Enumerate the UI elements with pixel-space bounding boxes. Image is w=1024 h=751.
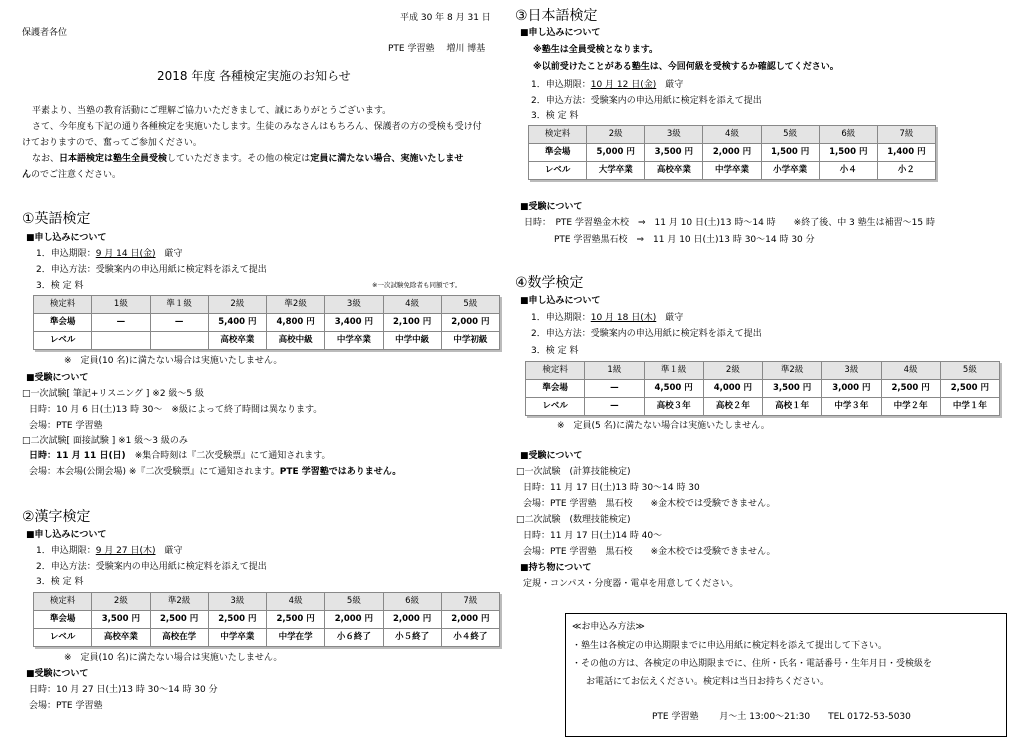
nihongo-exam-line-2: PTE 学習塾黒石校 ⇒ 11 月 10 日(土)13 時 30～14 時 30 分	[554, 235, 815, 245]
fee-cell: 3級	[208, 593, 266, 611]
application-box-footer: PTE 学習塾 月～土 13:00～21:30 TEL 0172-53-5030	[652, 712, 911, 722]
fee-row-label: 準会場	[34, 611, 92, 629]
fee-table-row-level	[529, 162, 936, 180]
eiken-fee-note: ※一次試験免除者も同額です。	[372, 281, 462, 289]
fee-cell: 小４終了	[441, 629, 499, 647]
addressee: 保護者各位	[22, 28, 68, 38]
suken-minimum-note: ※ 定員(5 名)に満たない場合は実施いたしません。	[557, 421, 770, 431]
fee-cell: 4,000 円	[703, 380, 762, 398]
second-venue-warning: PTE 学習塾ではありません。	[279, 467, 402, 477]
nihongo-apply-heading: ■申し込みについて	[520, 28, 601, 38]
fee-row-label: 検定料	[34, 593, 92, 611]
fee-cell: 小学卒業	[761, 162, 819, 180]
intro-emphasis: 定員に満たない場合、実施いたしませ	[310, 154, 464, 164]
nihongo-title: ③日本語検定	[515, 8, 598, 24]
fee-cell: 中学３年	[822, 398, 881, 416]
fee-cell: 7級	[877, 126, 935, 144]
application-box-line-3: お電話にてお伝えください。検定料は当日お持ちください。	[586, 677, 830, 687]
fee-cell: 高校在学	[150, 629, 208, 647]
fee-table-row-price	[529, 144, 936, 162]
fee-row-label: 準会場	[34, 314, 92, 332]
suken-second-date: 日時：11 月 17 日(土)14 時 40～	[523, 531, 663, 541]
fee-cell: 1,500 円	[761, 144, 819, 162]
fee-cell: 準2級	[150, 593, 208, 611]
kanken-exam-venue: 会場：PTE 学習塾	[29, 701, 103, 711]
fee-cell: —	[92, 314, 150, 332]
eiken-minimum-note: ※ 定員(10 名)に満たない場合は実施いたしません。	[64, 356, 283, 366]
nihongo-fee-label: 3．検 定 料	[531, 111, 579, 121]
eiken-first-exam: □一次試験[ 筆記+リスニング ] ※2 級～5 級	[22, 389, 205, 399]
fee-cell: 5,000 円	[587, 144, 645, 162]
fee-cell: 2,500 円	[267, 611, 325, 629]
fee-row-label: 準会場	[529, 144, 587, 162]
fee-cell: 2級	[703, 362, 762, 380]
fee-cell	[150, 332, 208, 350]
fee-cell: 5級	[940, 362, 999, 380]
suken-fee-label: 3．検 定 料	[531, 346, 579, 356]
intro-line-2: さて、今年度も下記の通り各種検定を実施いたします。生徒のみなさんはもちろん、保護者の方の受検も受け付	[32, 122, 482, 132]
fee-cell: 4級	[881, 362, 940, 380]
fee-cell: 高校中級	[267, 332, 325, 350]
nihongo-deadline	[531, 80, 683, 90]
second-venue: 会場：本会場(公開会場) ※『二次受験票』にて通知されます。	[29, 467, 280, 477]
eiken-deadline	[36, 249, 183, 259]
eiken-title: ①英語検定	[22, 211, 91, 227]
fee-row-label: レベル	[526, 398, 585, 416]
eiken-first-venue: 会場：PTE 学習塾	[29, 421, 103, 431]
suken-title: ④数学検定	[515, 275, 584, 291]
fee-table-row-level	[34, 332, 500, 350]
deadline-suffix: 厳守	[164, 249, 183, 259]
eiken-first-date: 日時：10 月 6 日(土)13 時 30～ ※級によって終了時間は異なります。	[29, 405, 323, 415]
fee-cell: 高校卒業	[92, 629, 150, 647]
fee-table-row-header	[34, 593, 500, 611]
fee-cell: 中学卒業	[208, 629, 266, 647]
deadline-date: 10 月 18 日(木)	[590, 313, 657, 323]
nihongo-exam-heading: ■受験について	[520, 202, 583, 212]
second-date: 日時：11 月 11 日(日)	[29, 451, 126, 461]
kanken-deadline	[36, 546, 183, 556]
fee-row-label: 検定料	[526, 362, 585, 380]
kanken-fee-label: 3．検 定 料	[36, 577, 84, 587]
fee-cell: 中学中級	[383, 332, 441, 350]
fee-cell: 中学卒業	[703, 162, 761, 180]
fee-cell: 高校卒業	[645, 162, 703, 180]
fee-cell: 高校卒業	[208, 332, 266, 350]
eiken-fee-table	[33, 295, 500, 350]
intro-line-4	[32, 154, 463, 164]
eiken-fee-label: 3．検 定 料	[36, 281, 84, 291]
fee-cell: 7級	[441, 593, 499, 611]
fee-cell: 準１級	[150, 296, 208, 314]
issue-date: 平成 30 年 8 月 31 日	[400, 13, 491, 23]
intro-line-3: けておりますので、奮ってご参加ください。	[22, 138, 202, 148]
fee-table-row-header	[526, 362, 1000, 380]
fee-cell: 1,500 円	[819, 144, 877, 162]
fee-row-label: 検定料	[34, 296, 92, 314]
deadline-suffix: 厳守	[164, 546, 183, 556]
fee-cell: 4級	[703, 126, 761, 144]
fee-table-row-header	[529, 126, 936, 144]
suken-items-heading: ■持ち物について	[520, 563, 592, 573]
fee-cell: 6級	[819, 126, 877, 144]
fee-row-label: レベル	[34, 332, 92, 350]
nihongo-fee-table	[528, 125, 936, 180]
intro-line-5	[22, 170, 121, 180]
kanken-method: 2．申込方法：受験案内の申込用紙に検定料を添えて提出	[36, 562, 267, 572]
intro-text: なお、	[32, 154, 60, 164]
suken-fee-table	[525, 361, 1000, 416]
fee-cell: 3級	[822, 362, 881, 380]
fee-cell: 1級	[585, 362, 644, 380]
fee-cell: 3,400 円	[325, 314, 383, 332]
fee-cell: 5級	[761, 126, 819, 144]
intro-line-1: 平素より、当塾の教育活動にご理解ご協力いただきまして、誠にありがとうございます。	[32, 106, 392, 116]
second-date-note: ※集合時刻は『二次受験票』にて通知されます。	[134, 451, 331, 461]
fee-table-row-price	[526, 380, 1000, 398]
eiken-second-exam: □二次試験[ 面接試験 ] ※1 級～3 級のみ	[22, 436, 188, 446]
deadline-date: 10 月 12 日(金)	[590, 80, 657, 90]
deadline-suffix: 厳守	[665, 80, 684, 90]
intro-emphasis: ん	[22, 170, 32, 180]
fee-cell: 小２	[877, 162, 935, 180]
suken-exam-heading: ■受験について	[520, 451, 583, 461]
nihongo-method: 2．申込方法：受験案内の申込用紙に検定料を添えて提出	[531, 96, 762, 106]
fee-row-label: 準会場	[526, 380, 585, 398]
fee-cell: 高校１年	[763, 398, 822, 416]
fee-cell: —	[585, 398, 644, 416]
fee-cell: 4級	[267, 593, 325, 611]
fee-cell: 中学２年	[881, 398, 940, 416]
fee-table-row-price	[34, 611, 500, 629]
deadline-label: 1．申込期限：	[36, 249, 96, 259]
fee-cell: 1級	[92, 296, 150, 314]
eiken-method: 2．申込方法：受験案内の申込用紙に検定料を添えて提出	[36, 265, 267, 275]
fee-row-label: 検定料	[529, 126, 587, 144]
fee-cell: 2級	[208, 296, 266, 314]
fee-cell: 2,500 円	[150, 611, 208, 629]
kanken-apply-heading: ■申し込みについて	[26, 530, 107, 540]
fee-cell	[92, 332, 150, 350]
fee-cell: 2,500 円	[208, 611, 266, 629]
suken-first-exam: □一次試験 (計算技能検定)	[516, 467, 631, 477]
fee-cell: 小５終了	[383, 629, 441, 647]
fee-cell: 2,100 円	[383, 314, 441, 332]
fee-cell: 5級	[441, 296, 499, 314]
fee-cell: 高校３年	[644, 398, 703, 416]
fee-cell: 準１級	[644, 362, 703, 380]
fee-cell: 2,000 円	[703, 144, 761, 162]
fee-cell: 準2級	[267, 296, 325, 314]
deadline-date: 9 月 27 日(木)	[95, 546, 156, 556]
deadline-label: 1．申込期限：	[531, 313, 591, 323]
fee-cell: 3,500 円	[645, 144, 703, 162]
suken-second-venue: 会場：PTE 学習塾 黒石校 ※金木校では受験できません。	[523, 547, 776, 557]
deadline-label: 1．申込期限：	[531, 80, 591, 90]
fee-cell: 2,000 円	[441, 314, 499, 332]
application-box-line-1: ・塾生は各検定の申込期限までに申込用紙に検定料を添えて提出して下さい。	[572, 641, 888, 651]
fee-row-label: レベル	[529, 162, 587, 180]
fee-cell: 2級	[92, 593, 150, 611]
fee-cell: 中学初級	[441, 332, 499, 350]
fee-cell: 2,000 円	[383, 611, 441, 629]
fee-cell: 3,000 円	[822, 380, 881, 398]
fee-cell: 小６終了	[325, 629, 383, 647]
suken-apply-heading: ■申し込みについて	[520, 296, 601, 306]
kanken-title: ②漢字検定	[22, 509, 91, 525]
application-method-box	[565, 613, 1007, 737]
fee-cell: —	[150, 314, 208, 332]
eiken-apply-heading: ■申し込みについて	[26, 233, 107, 243]
fee-cell: 4,500 円	[644, 380, 703, 398]
fee-cell: 大学卒業	[587, 162, 645, 180]
application-box-title: ≪お申込み方法≫	[572, 622, 645, 632]
deadline-date: 9 月 14 日(金)	[95, 249, 156, 259]
fee-cell: 3級	[325, 296, 383, 314]
fee-cell: 5,400 円	[208, 314, 266, 332]
fee-cell: 2級	[587, 126, 645, 144]
fee-cell: 準2級	[763, 362, 822, 380]
fee-cell: 4,800 円	[267, 314, 325, 332]
page-title: 2018 年度 各種検定実施のお知らせ	[157, 69, 351, 83]
kanken-minimum-note: ※ 定員(10 名)に満たない場合は実施いたしません。	[64, 653, 283, 663]
kanken-exam-heading: ■受験について	[26, 669, 89, 679]
suken-second-exam: □二次試験 (数理技能検定)	[516, 515, 631, 525]
fee-cell: 5級	[325, 593, 383, 611]
fee-table-row-level	[526, 398, 1000, 416]
intro-text: のでご注意ください。	[31, 170, 122, 180]
fee-cell: 中学１年	[940, 398, 999, 416]
fee-cell: 4級	[383, 296, 441, 314]
nihongo-note-2: ※以前受けたことがある塾生は、今回何級を受検するか確認してください。	[533, 62, 839, 72]
fee-table-row-price	[34, 314, 500, 332]
sender: PTE 学習塾 増川 博基	[388, 44, 486, 54]
fee-cell: 6級	[383, 593, 441, 611]
fee-cell: 3級	[645, 126, 703, 144]
fee-table-row-level	[34, 629, 500, 647]
fee-table-row-header	[34, 296, 500, 314]
fee-cell: 小４	[819, 162, 877, 180]
eiken-second-date	[29, 451, 331, 461]
fee-cell: 3,500 円	[763, 380, 822, 398]
suken-items: 定規・コンパス・分度器・電卓を用意してください。	[523, 579, 739, 589]
kanken-exam-date: 日時：10 月 27 日(土)13 時 30～14 時 30 分	[29, 685, 218, 695]
fee-cell: 高校２年	[703, 398, 762, 416]
fee-cell: 1,400 円	[877, 144, 935, 162]
intro-emphasis: 日本語検定は塾生全員受検	[59, 154, 168, 164]
deadline-label: 1．申込期限：	[36, 546, 96, 556]
suken-deadline	[531, 313, 683, 323]
eiken-second-venue	[29, 467, 401, 477]
fee-cell: —	[585, 380, 644, 398]
fee-cell: 2,500 円	[940, 380, 999, 398]
kanken-fee-table	[33, 592, 500, 647]
eiken-exam-heading: ■受験について	[26, 373, 89, 383]
application-box-line-2: ・その他の方は、各検定の申込期限までに、住所・氏名・電話番号・生年月日・受検級を	[572, 659, 933, 669]
nihongo-note-1: ※塾生は全員受検となります。	[533, 45, 659, 55]
fee-cell: 2,000 円	[325, 611, 383, 629]
suken-first-venue: 会場：PTE 学習塾 黒石校 ※金木校では受験できません。	[523, 499, 776, 509]
intro-text: していただきます。その他の検定は	[167, 154, 311, 164]
nihongo-exam-line-1: 日時： PTE 学習塾金木校 ⇒ 11 月 10 日(土)13 時～14 時 ※終了後、中 3 塾生は補習～15 時	[524, 218, 935, 228]
fee-cell: 2,000 円	[441, 611, 499, 629]
fee-cell: 中学卒業	[325, 332, 383, 350]
fee-cell: 中学在学	[267, 629, 325, 647]
fee-cell: 2,500 円	[881, 380, 940, 398]
deadline-suffix: 厳守	[665, 313, 684, 323]
suken-method: 2．申込方法：受験案内の申込用紙に検定料を添えて提出	[531, 329, 762, 339]
fee-cell: 3,500 円	[92, 611, 150, 629]
suken-first-date: 日時：11 月 17 日(土)13 時 30～14 時 30	[523, 483, 700, 493]
fee-row-label: レベル	[34, 629, 92, 647]
